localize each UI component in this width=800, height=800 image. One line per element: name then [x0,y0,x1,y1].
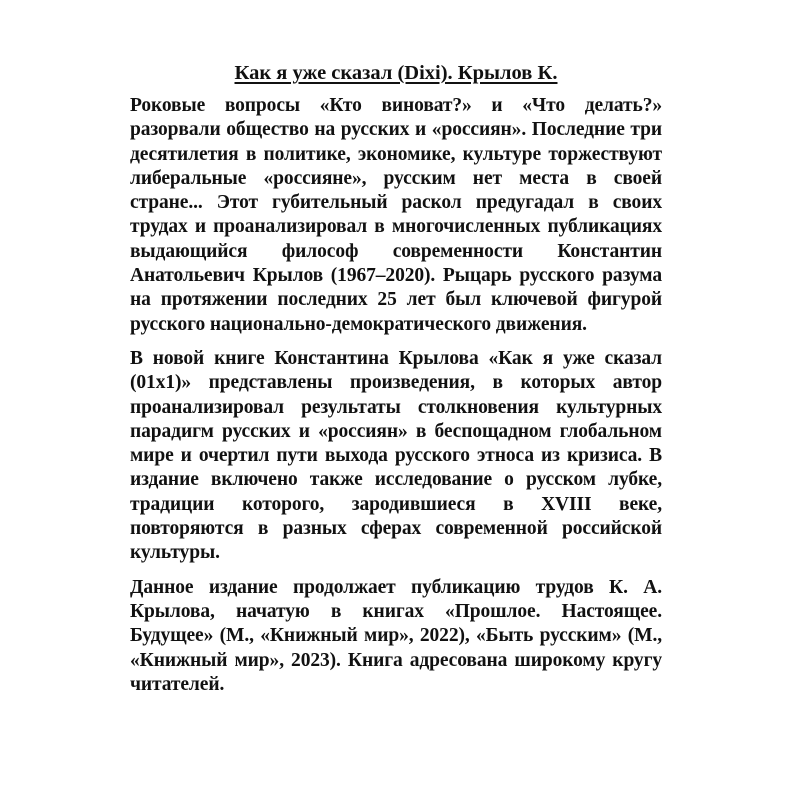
paragraph-3: Данное издание продолжает публикацию трудов К. А. Крылова, начатую в книгах «Прошлое. Настоящее. Будущее» (М., «Книжный мир», 2022), «Быть русским» (М., «Книжный мир», 2023). Книга адресована широкому кругу читателей. [130,576,662,695]
paragraph-2: В новой книге Константина Крылова «Как я уже сказал (01x1)» представлены произведения, в которых автор проанализировал результаты столкновения культурных парадигм русских и «россиян» в беспощадном глобальном мире и очертил пути выхода русского этноса из кризиса. В издание включено также исследование о русском лубке, традиции которого, зародившиеся в XVIII веке, повторяются в разных сферах современной российской культуры. [130,347,662,564]
paragraph-1: Роковые вопросы «Кто виноват?» и «Что делать?» разорвали общество на русских и «россиян». Последние три десятилетия в политике, экономике, культуре торжествуют либеральные «россияне», русским нет места в своей стране... Этот губительный раскол предугадал в своих трудах и проанализировал в многочисленных публикациях выдающийся философ современности Константин Анатольевич Крылов (1967–2020). Рыцарь русского разума на протяжении последних 25 лет был ключевой фигурой русского национально-демократического движения. [130,95,662,335]
document-title [130,60,662,86]
document-title-text: Как я уже сказал (Dixi). Крылов К. [234,62,558,84]
